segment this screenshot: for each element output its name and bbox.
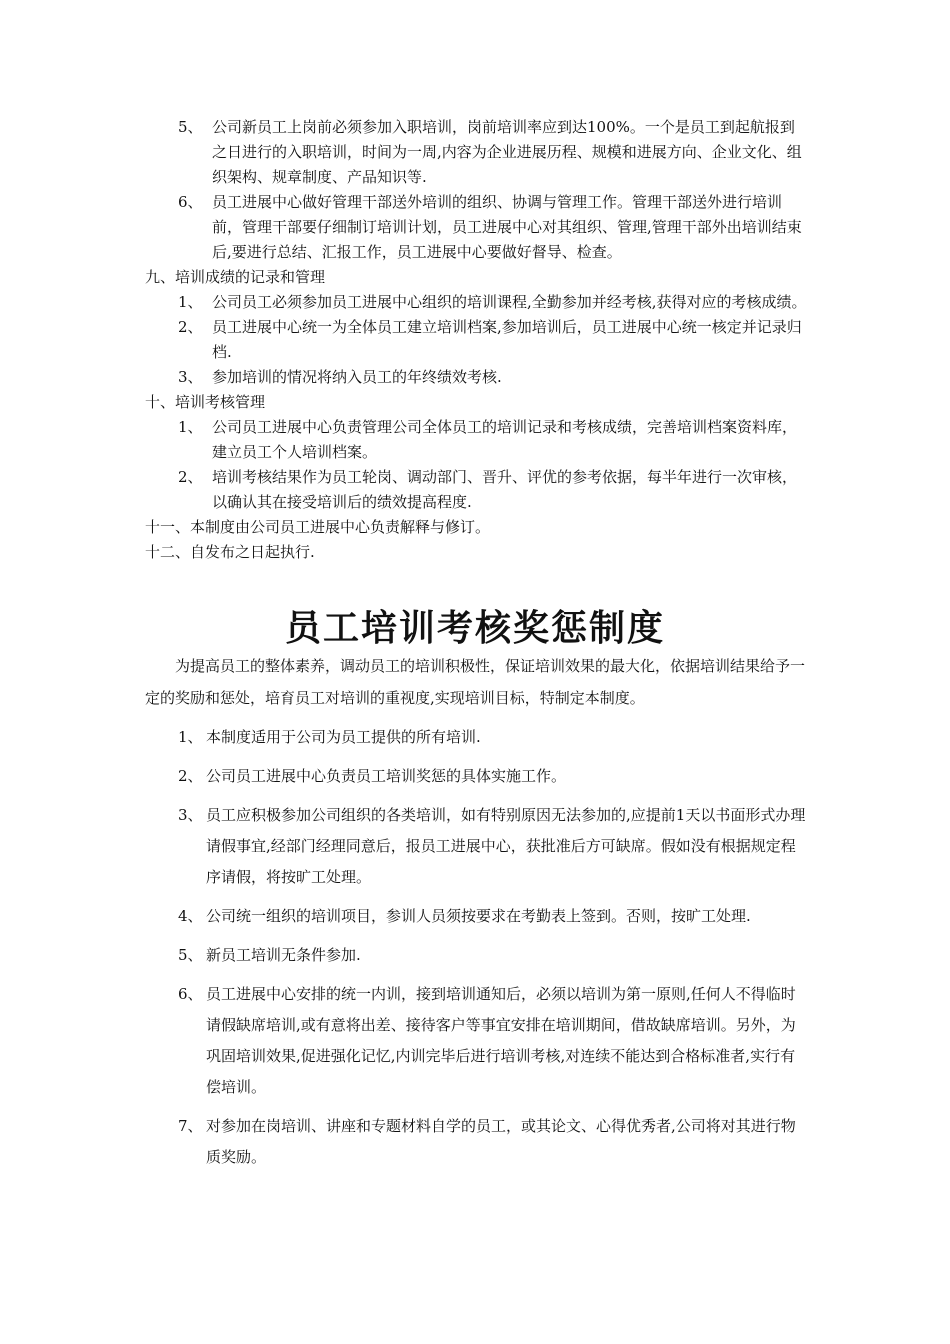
item-number: 2、	[178, 767, 203, 785]
list-item	[0, 901, 806, 932]
list-item	[0, 190, 808, 265]
item-number: 1、	[178, 728, 203, 746]
list-item	[0, 979, 806, 1103]
item-number: 2、	[178, 318, 203, 336]
item-number: 1、	[178, 293, 203, 311]
list-item	[0, 761, 806, 792]
list-item	[0, 365, 808, 390]
item-number: 7、	[178, 1117, 203, 1135]
item-text: 培训考核结果作为员工轮岗、调动部门、晋升、评优的参考依据，每半年进行一次审核，以确认其在接受培训后的绩效提高程度.	[212, 468, 798, 511]
item-number: 5、	[178, 946, 203, 964]
item-number: 6、	[178, 193, 203, 211]
item-text: 员工进展中心统一为全体员工建立培训档案,参加培训后，员工进展中心统一核定并记录归档.	[212, 318, 802, 361]
list-item	[0, 415, 808, 465]
section-heading-ten: 十、培训考核管理	[145, 393, 266, 411]
list-item	[0, 465, 808, 515]
list-item	[0, 315, 808, 365]
item-text: 员工进展中心做好管理干部送外培训的组织、协调与管理工作。管理干部送外进行培训前，管理干部要仔细制订培训计划，员工进展中心对其组织、管理,管理干部外出培训结束后,要进行总结、汇报工作，员工进展中心要做好督导、检查。	[212, 193, 802, 261]
item-text: 参加培训的情况将纳入员工的年终绩效考核.	[212, 368, 502, 386]
reward-penalty-regulation	[0, 650, 950, 1173]
item-number: 3、	[178, 368, 203, 386]
item-number: 5、	[178, 118, 203, 136]
item-text: 新员工培训无条件参加.	[206, 946, 361, 964]
intro-paragraph: 为提高员工的整体素养，调动员工的培训积极性，保证培训效果的最大化，依据培训结果给予一定的奖励和惩处，培育员工对培训的重视度,实现培训目标，特制定本制度。	[145, 657, 806, 707]
item-number: 1、	[178, 418, 203, 436]
list-item	[0, 940, 806, 971]
item-text: 员工进展中心安排的统一内训，接到培训通知后，必须以培训为第一原则,任何人不得临时请假缺席培训,或有意将出差、接待客户等事宜安排在培训期间，借故缺席培训。另外，为巩固培训效果,促进强化记忆,内训完毕后进行培训考核,对连续不能达到合格标准者,实行有偿培训。	[206, 985, 796, 1096]
regulation-continuation	[0, 115, 950, 565]
item-text: 公司统一组织的培训项目，参训人员须按要求在考勤表上签到。否则，按旷工处理.	[206, 907, 751, 925]
document-title: 员工培训考核奖惩制度	[284, 608, 665, 649]
item-number: 2、	[178, 468, 203, 486]
item-text: 公司员工必须参加员工进展中心组织的培训课程,全勤参加并经考核,获得对应的考核成绩。	[212, 293, 807, 311]
list-item	[0, 722, 806, 753]
list-item	[0, 290, 808, 315]
item-text: 员工应积极参加公司组织的各类培训，如有特别原因无法参加的,应提前1天以书面形式办理请假事宜,经部门经理同意后，报员工进展中心，获批准后方可缺席。假如没有根据规定程序请假，将按旷工处理。	[206, 806, 806, 886]
item-number: 3、	[178, 806, 203, 824]
list-item	[0, 800, 806, 893]
item-text: 对参加在岗培训、讲座和专题材料自学的员工，或其论文、心得优秀者,公司将对其进行物质奖励。	[206, 1117, 796, 1166]
item-number: 4、	[178, 907, 203, 925]
section-heading-nine: 九、培训成绩的记录和管理	[145, 268, 326, 286]
item-number: 6、	[178, 985, 203, 1003]
clause-eleven: 十一、本制度由公司员工进展中心负责解释与修订。	[145, 518, 491, 536]
item-text: 公司新员工上岗前必须参加入职培训，岗前培训率应到达100%。一个是员工到起航报到之日进行的入职培训，时间为一周,内容为企业进展历程、规模和进展方向、企业文化、组织架构、规章制度、产品知识等.	[212, 118, 802, 186]
item-text: 本制度适用于公司为员工提供的所有培训.	[206, 728, 481, 746]
item-text: 公司员工进展中心负责管理公司全体员工的培训记录和考核成绩，完善培训档案资料库，建立员工个人培训档案。	[212, 418, 798, 461]
item-text: 公司员工进展中心负责员工培训奖惩的具体实施工作。	[206, 767, 567, 785]
list-item	[0, 1111, 806, 1173]
clause-twelve: 十二、自发布之日起执行.	[145, 543, 315, 561]
list-item	[0, 115, 808, 190]
